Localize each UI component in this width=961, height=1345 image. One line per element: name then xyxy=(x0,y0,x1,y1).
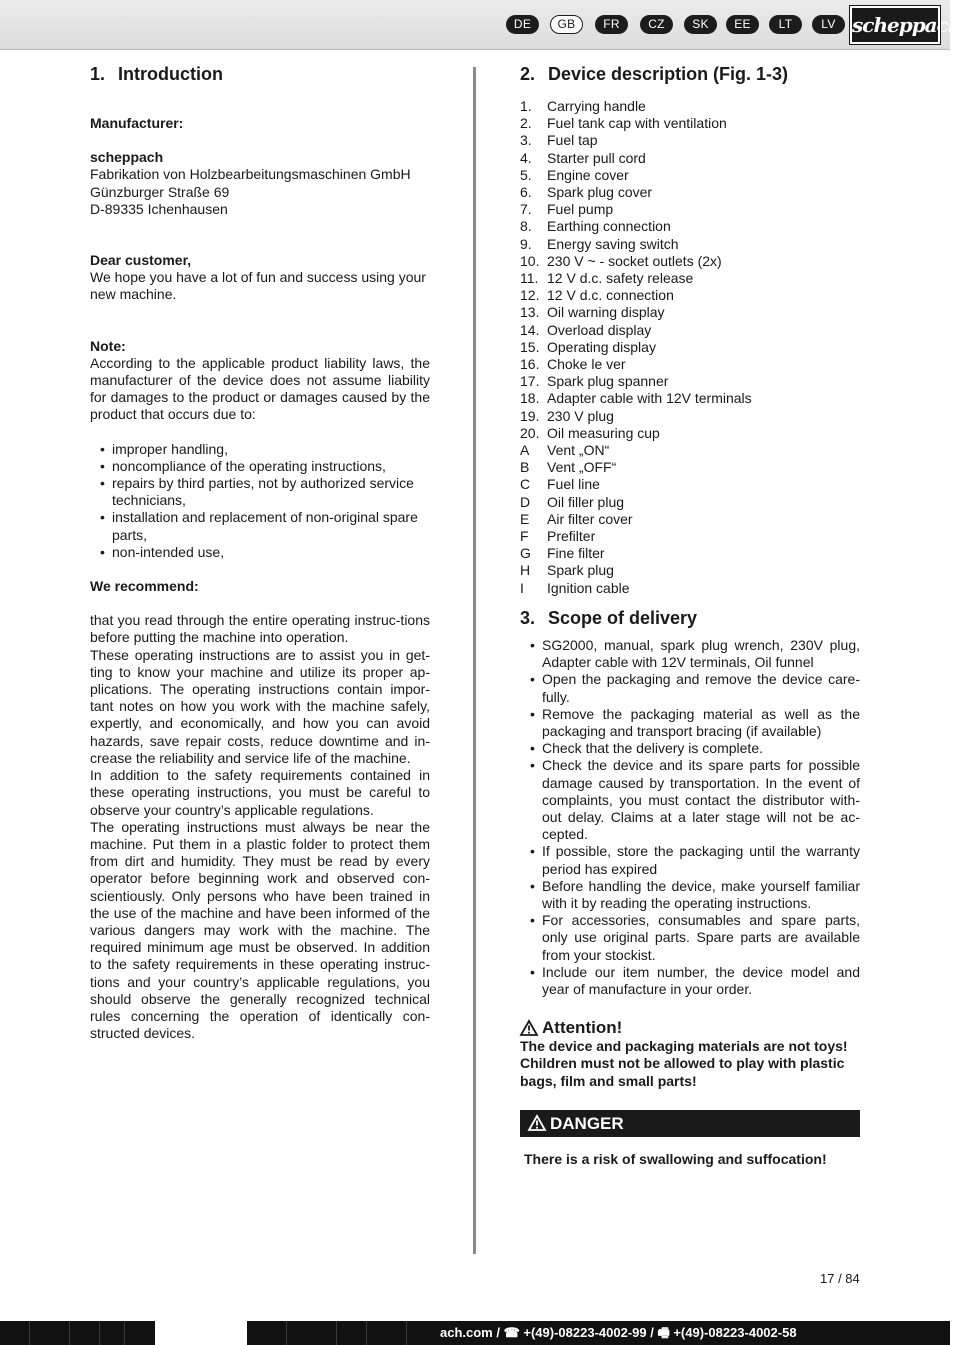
item-label: Vent „ON“ xyxy=(547,442,610,459)
item-number: 19. xyxy=(520,407,540,424)
device-part-item xyxy=(520,390,860,407)
item-number: I xyxy=(520,579,524,596)
item-number: A xyxy=(520,442,530,459)
danger-text: There is a risk of swallowing and suffocation! xyxy=(524,1150,827,1167)
device-description-heading xyxy=(520,63,860,85)
item-number: 17. xyxy=(520,373,540,390)
section-title: Introduction xyxy=(118,64,223,84)
list-item: • installation and replacement of non-original spare parts, xyxy=(100,509,430,543)
item-label: Carrying handle xyxy=(547,98,646,114)
item-number: 13. xyxy=(520,304,540,321)
lang-lt[interactable]: LT xyxy=(769,15,802,34)
device-part-item xyxy=(520,494,860,511)
item-number: D xyxy=(520,493,531,510)
scope-item: • For accessories, consumables and spare parts, only use original parts. Spare parts are available from your stockist. xyxy=(530,912,860,964)
introduction-heading xyxy=(90,63,430,85)
item-number: C xyxy=(520,476,531,493)
item-label: Starter pull cord xyxy=(547,149,646,166)
section-title: Device description (Fig. 1-3) xyxy=(548,64,789,84)
device-column xyxy=(520,63,860,1168)
item-number: 9. xyxy=(520,235,532,252)
device-part-item xyxy=(520,236,860,253)
item-label: 12 V d.c. safety release xyxy=(547,270,694,287)
page-number: 17 / 84 xyxy=(820,1271,860,1286)
footer-segment xyxy=(100,1321,125,1345)
column-divider xyxy=(473,67,476,1254)
device-part-item xyxy=(520,580,860,597)
scope-item: • Include our item number, the device model and year of manufacture in your order. xyxy=(530,964,860,998)
warning-icon xyxy=(520,1020,538,1036)
scope-of-delivery-heading xyxy=(520,607,860,629)
item-label: Fuel line xyxy=(547,476,600,493)
list-item: • noncompliance of the operating instructions, xyxy=(100,458,430,475)
scope-item: • SG2000, manual, spark plug wrench, 230V plug, Adapter cable with 12V terminals, Oil funnel xyxy=(530,637,860,671)
attention-title: Attention! xyxy=(542,1018,623,1038)
item-label: Choke le ver xyxy=(547,356,626,373)
item-label: Prefilter xyxy=(547,528,596,545)
recommend-text: These operating instructions are to assist you in get-ting to know your machine and utilize its proper ap-plications. The operating instructions contain impor-tant notes on how you work with the machine safely, expertly, and economically, and how you can avoid hazards, save repair costs, reduce downtime and in-crease the reliability and service life of the machine. xyxy=(90,646,430,766)
item-number: 11. xyxy=(520,270,539,287)
item-label: Adapter cable with 12V terminals xyxy=(547,390,752,407)
footer-white-block xyxy=(155,1321,247,1345)
lang-ee[interactable]: EE xyxy=(726,15,759,34)
item-label: Air filter cover xyxy=(547,510,633,527)
scope-item: • Remove the packaging material as well as the packaging and transport bracing (if available) xyxy=(530,706,860,740)
attention-text: The device and packaging materials are not toys! Children must not be allowed to play with plastic bags, film and small parts! xyxy=(520,1038,848,1089)
device-part-item xyxy=(520,322,860,339)
scope-item: • Before handling the device, make yourself familiar with it by reading the operating instructions. xyxy=(530,878,860,912)
scope-item: • If possible, store the packaging until the warranty period has expired xyxy=(530,843,860,877)
lang-fr[interactable]: FR xyxy=(595,15,628,34)
manufacturer-label: Manufacturer: xyxy=(90,115,184,131)
dear-customer-heading: Dear customer, xyxy=(90,252,192,269)
device-part-item xyxy=(520,270,860,287)
footer-segment xyxy=(337,1321,367,1345)
item-number: 6. xyxy=(520,184,532,201)
item-label: Spark plug xyxy=(547,562,614,579)
scope-item: • Open the packaging and remove the device care-fully. xyxy=(530,671,860,705)
item-label: Oil measuring cup xyxy=(547,424,660,441)
item-number: 12. xyxy=(520,287,540,304)
item-number: 10. xyxy=(520,252,540,269)
device-part-item xyxy=(520,545,860,562)
device-part-item xyxy=(520,511,860,528)
device-part-item xyxy=(520,356,860,373)
item-number: 18. xyxy=(520,390,540,407)
address-line: Günzburger Straße 69 xyxy=(90,183,230,200)
item-number: E xyxy=(520,510,530,527)
liability-list xyxy=(90,441,430,561)
device-part-item xyxy=(520,201,860,218)
section-title: Scope of delivery xyxy=(548,607,698,628)
scope-list xyxy=(520,637,860,998)
danger-title: DANGER xyxy=(550,1113,624,1133)
section-number: 2. xyxy=(520,64,536,84)
list-item: • repairs by third parties, not by authorized service technicians, xyxy=(100,475,430,509)
item-number: 3. xyxy=(520,132,532,149)
item-number: 16. xyxy=(520,356,540,373)
recommend-text: In addition to the safety requirements contained in these operating instructions, you must be careful to observe your country’s applicable regulations. xyxy=(90,767,430,818)
item-label: Spark plug cover xyxy=(547,184,653,201)
item-number: 20. xyxy=(520,424,540,441)
device-parts-list xyxy=(520,98,860,597)
device-part-item xyxy=(520,253,860,270)
item-label: 230 V ~ - socket outlets (2x) xyxy=(547,252,722,269)
introduction-column xyxy=(90,63,430,1042)
scheppach-logo: scheppach xyxy=(850,6,940,44)
item-number: 14. xyxy=(520,321,540,338)
device-part-item xyxy=(520,115,860,132)
note-label: Note: xyxy=(90,337,126,354)
item-label: Oil warning display xyxy=(547,304,665,321)
lang-cz[interactable]: CZ xyxy=(640,15,673,34)
item-number: 2. xyxy=(520,115,532,132)
item-label: Engine cover xyxy=(547,166,629,183)
footer-contact: ach.com / ☎ +(49)-08223-4002-99 / 🖷 +(49)-08223-4002-58 xyxy=(440,1325,797,1340)
device-part-item xyxy=(520,304,860,321)
device-part-item xyxy=(520,459,860,476)
device-part-item xyxy=(520,339,860,356)
item-label: Fuel tank cap with ventilation xyxy=(547,115,727,132)
item-number: 5. xyxy=(520,166,532,183)
item-label: Spark plug spanner xyxy=(547,373,669,390)
footer-bar xyxy=(0,1321,950,1345)
footer-segment xyxy=(247,1321,287,1345)
list-item: • non-intended use, xyxy=(100,544,430,561)
footer-segment xyxy=(367,1321,407,1345)
address-line: Fabrikation von Holzbearbeitungsmaschinen GmbH xyxy=(90,166,411,183)
item-label: Fuel tap xyxy=(547,132,598,149)
item-label: Fine filter xyxy=(547,545,605,562)
device-part-item xyxy=(520,167,860,184)
scope-item: • Check that the delivery is complete. xyxy=(530,740,860,757)
item-number: 1. xyxy=(520,98,532,114)
lang-de[interactable]: DE xyxy=(506,15,539,34)
item-label: Operating display xyxy=(547,338,656,355)
item-number: 7. xyxy=(520,201,532,218)
device-part-item xyxy=(520,373,860,390)
device-part-item xyxy=(520,184,860,201)
attention-heading xyxy=(520,1018,860,1038)
item-label: Energy saving switch xyxy=(547,235,679,252)
lang-gb[interactable]: GB xyxy=(550,15,583,34)
device-part-item xyxy=(520,218,860,235)
note-text: According to the applicable product liability laws, the manufacturer of the device does not assume liability for damages to the product or damages caused by the product that occurs due to: xyxy=(90,354,430,423)
warning-icon xyxy=(528,1115,546,1131)
footer-segment xyxy=(70,1321,100,1345)
recommend-label: We recommend: xyxy=(90,578,199,595)
item-number: F xyxy=(520,528,529,545)
item-number: H xyxy=(520,562,531,579)
item-label: Overload display xyxy=(547,321,652,338)
item-number: 4. xyxy=(520,149,532,166)
item-label: 230 V plug xyxy=(547,407,614,424)
item-label: Vent „OFF“ xyxy=(547,459,617,476)
footer-segment xyxy=(30,1321,70,1345)
footer-segment xyxy=(0,1321,30,1345)
section-number: 1. xyxy=(90,64,106,84)
address-line: D-89335 Ichenhausen xyxy=(90,200,228,217)
device-part-item xyxy=(520,98,860,115)
device-part-item xyxy=(520,442,860,459)
item-number: G xyxy=(520,545,531,562)
dear-customer-text: We hope you have a lot of fun and success using your new machine. xyxy=(90,269,426,303)
device-part-item xyxy=(520,476,860,493)
item-number: 8. xyxy=(520,218,532,235)
recommend-text: that you read through the entire operating instruc-tions before putting the machine into operation. xyxy=(90,612,430,646)
device-part-item xyxy=(520,287,860,304)
device-part-item xyxy=(520,150,860,167)
device-part-item xyxy=(520,425,860,442)
section-number: 3. xyxy=(520,607,536,628)
device-part-item xyxy=(520,562,860,579)
scope-item: • Check the device and its spare parts for possible damage caused by transportation. In the event of complaints, you must contact the distributor with-out delay. Claims at a later stage will not be ac-cepted. xyxy=(530,757,860,843)
item-label: Fuel pump xyxy=(547,201,614,218)
company-name: scheppach xyxy=(90,149,164,166)
item-label: 12 V d.c. connection xyxy=(547,287,674,304)
lang-sk[interactable]: SK xyxy=(684,15,717,34)
item-label: Oil filler plug xyxy=(547,493,625,510)
footer-segment xyxy=(287,1321,337,1345)
header-bar xyxy=(0,0,961,50)
item-number: 15. xyxy=(520,338,540,355)
item-label: Earthing connection xyxy=(547,218,671,235)
danger-banner xyxy=(520,1110,860,1137)
device-part-item xyxy=(520,528,860,545)
device-part-item xyxy=(520,132,860,149)
lang-lv[interactable]: LV xyxy=(812,15,845,34)
device-part-item xyxy=(520,408,860,425)
list-item: • improper handling, xyxy=(100,441,430,458)
recommend-text: The operating instructions must always be near the machine. Put them in a plastic folder to protect them from dirt and humidity. They must be read by every operator before beginning work and observed con-scientiously. Only persons who have been trained in the use of the machine and have been informed of the various dangers may work with the machine. The required minimum age must be observed. In addition to the safety requirements in these operating instruc-tions and your country’s applicable regulations, you should observe the generally recognized technical rules concerning the operation of identically con-structed devices. xyxy=(90,818,430,1042)
item-number: B xyxy=(520,459,530,476)
item-label: Ignition cable xyxy=(547,579,630,596)
